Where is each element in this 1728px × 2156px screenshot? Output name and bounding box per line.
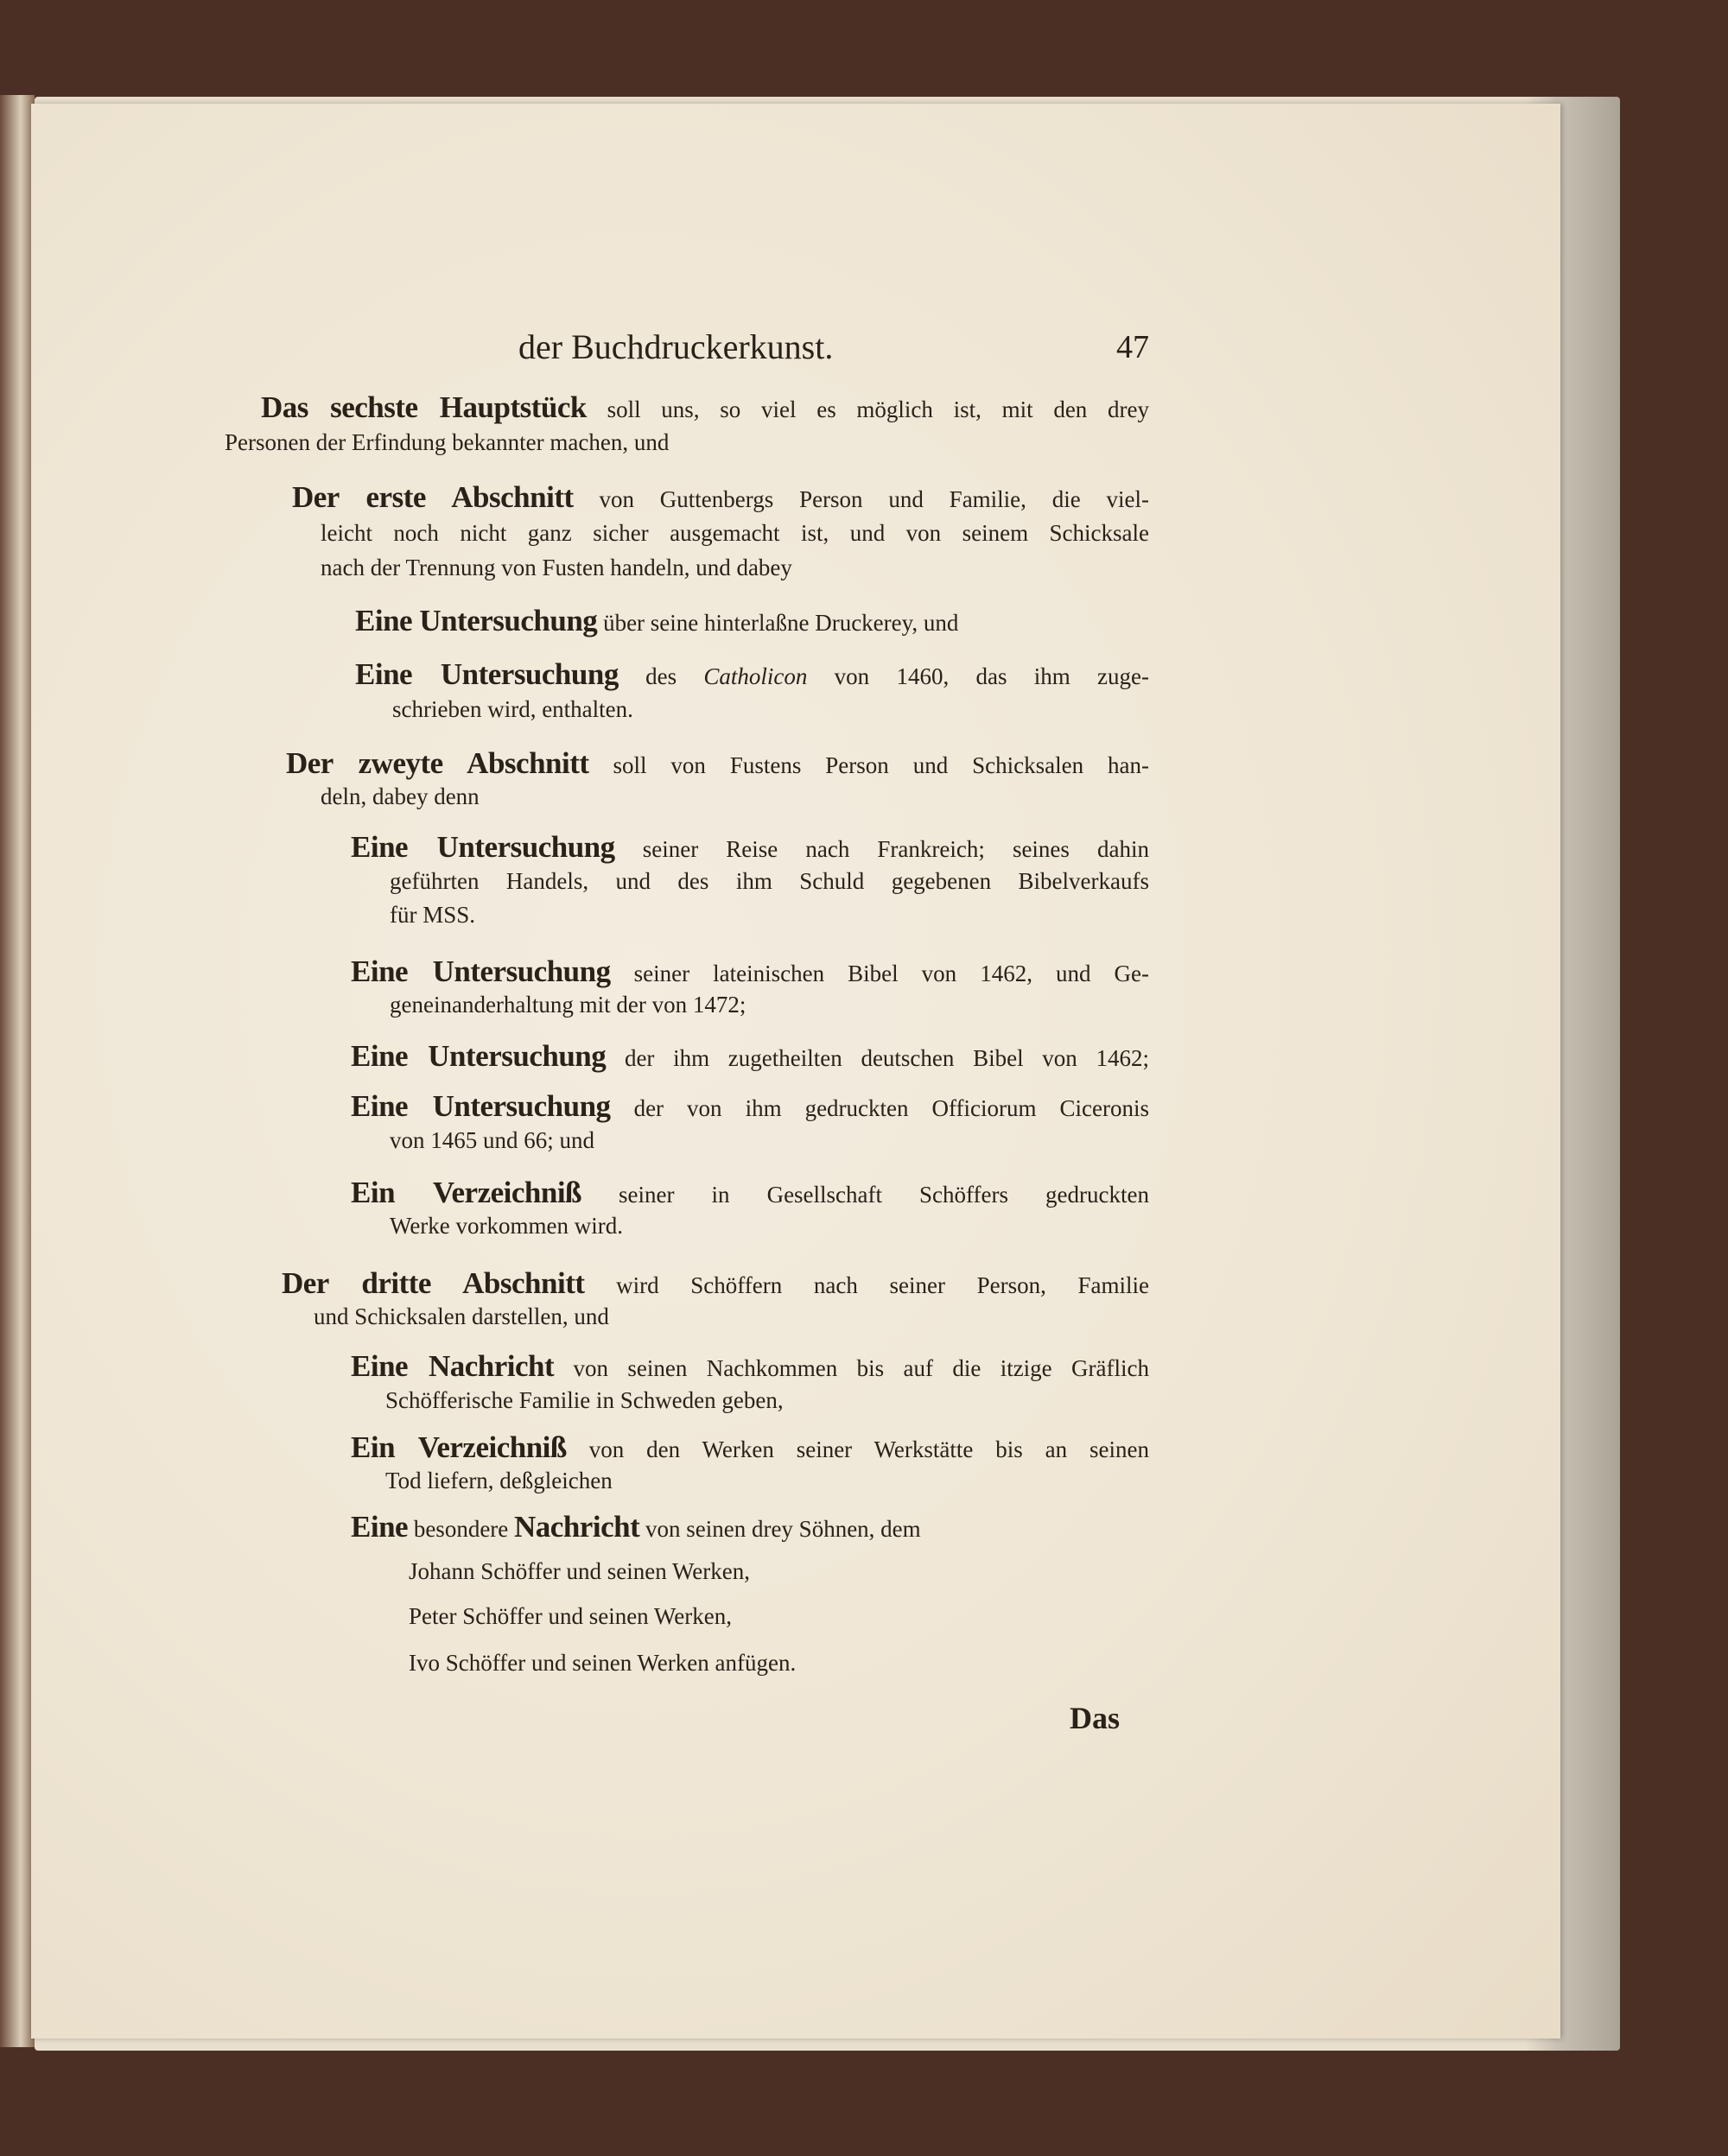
text-line <box>390 987 1149 1022</box>
text-line <box>282 1266 1149 1303</box>
text-segment: von den Werken seiner Werkstätte bis an seinen <box>566 1436 1149 1462</box>
text-segment: Catholicon <box>703 663 808 689</box>
heading-phrase: Eine Untersuchung <box>351 1039 607 1073</box>
text-segment: Werke vorkommen wird. <box>390 1213 623 1239</box>
heading-phrase: Der erste Abschnitt <box>292 480 574 514</box>
text-line <box>351 1176 1149 1212</box>
heading-phrase: Ein Verzeichniß <box>351 1430 567 1464</box>
text-segment: geneinanderhaltung mit der von 1472; <box>390 992 746 1018</box>
heading-phrase: Nachricht <box>514 1510 640 1544</box>
text-segment: von seinen drey Söhnen, dem <box>639 1516 921 1542</box>
text-segment: für MSS. <box>390 902 476 928</box>
text-segment: geführten Handels, und des ihm Schuld gegebenen Bibelverkaufs <box>390 868 1149 894</box>
heading-phrase: Eine Nachricht <box>351 1349 555 1383</box>
text-line <box>409 1646 1149 1680</box>
text-line <box>261 390 1149 427</box>
text-segment: Peter Schöffer und seinen Werken, <box>409 1603 732 1629</box>
text-line <box>292 480 1149 517</box>
text-line <box>385 1383 1149 1417</box>
text-segment: deln, dabey denn <box>321 783 480 809</box>
text-line <box>321 550 1149 585</box>
text-segment: wird Schöffern nach seiner Person, Familie <box>584 1272 1149 1298</box>
text-segment: schrieben wird, enthalten. <box>392 696 633 722</box>
text-line <box>225 425 1149 460</box>
page-number: 47 <box>1116 329 1149 365</box>
text-segment: von 1460, das ihm zuge- <box>807 663 1150 689</box>
text-segment: von Guttenbergs Person und Familie, die viel- <box>573 486 1150 512</box>
text-line <box>390 1123 1149 1157</box>
heading-phrase: Der zweyte Abschnitt <box>286 746 589 780</box>
text-segment: der ihm zugetheilten deutschen Bibel von 1462; <box>606 1045 1149 1071</box>
heading-phrase: Der dritte Abschnitt <box>282 1266 585 1300</box>
running-head: der Buchdruckerkunst. <box>518 327 834 366</box>
text-line <box>321 779 1149 814</box>
text-segment: der von ihm gedruckten Officiorum Ciceronis <box>610 1095 1149 1121</box>
text-line <box>351 1430 1149 1467</box>
text-segment: Ivo Schöffer und seinen Werken anfügen. <box>409 1650 797 1676</box>
text-line <box>286 746 1149 783</box>
text-segment: Schöfferische Familie in Schweden geben, <box>385 1387 784 1413</box>
text-segment: Personen der Erfindung bekannter machen, und <box>225 429 670 455</box>
text-line <box>390 897 1149 932</box>
text-segment: seiner Reise nach Frankreich; seines dahin <box>614 836 1149 862</box>
text-segment: soll von Fustens Person und Schicksalen han- <box>588 752 1149 778</box>
adjacent-page-edge <box>0 95 35 2047</box>
heading-phrase: Eine <box>351 1510 409 1544</box>
text-line <box>351 954 1149 991</box>
text-line <box>351 830 1149 866</box>
text-segment: und Schicksalen darstellen, und <box>314 1303 609 1329</box>
text-segment: leicht noch nicht ganz sicher ausgemacht ist, und von seinem Schicksale <box>321 520 1149 546</box>
heading-phrase: Eine Untersuchung <box>355 657 619 691</box>
heading-phrase: Eine Untersuchung <box>351 1089 611 1123</box>
text-segment: seiner lateinischen Bibel von 1462, und Ge- <box>610 961 1149 986</box>
text-line <box>409 1554 1149 1588</box>
text-segment: von 1465 und 66; und <box>390 1127 595 1153</box>
text-line <box>355 657 1149 694</box>
catchword: Das <box>1070 1701 1121 1735</box>
text-line <box>351 1089 1149 1126</box>
heading-phrase: Eine Untersuchung <box>355 604 598 637</box>
text-line <box>392 692 1149 726</box>
text-line <box>314 1299 1149 1334</box>
text-line <box>355 604 1149 640</box>
text-segment: Tod liefern, deßgleichen <box>385 1468 613 1493</box>
text-segment: besondere <box>408 1516 515 1542</box>
heading-phrase: Ein Verzeichniß <box>351 1176 582 1209</box>
text-line <box>385 1463 1149 1498</box>
text-line <box>409 1599 1149 1633</box>
text-segment: seiner in Gesellschaft Schöffers gedruckten <box>581 1182 1149 1208</box>
text-line <box>321 516 1149 550</box>
heading-phrase: Das sechste Hauptstück <box>261 390 587 424</box>
text-line <box>351 1349 1149 1386</box>
text-segment: Johann Schöffer und seinen Werken, <box>409 1558 750 1584</box>
heading-phrase: Eine Untersuchung <box>351 830 615 864</box>
text-line <box>351 1510 1149 1546</box>
text-line <box>390 1208 1149 1243</box>
text-segment: von seinen Nachkommen bis auf die itzige Gräflich <box>554 1355 1149 1381</box>
text-line <box>390 864 1149 898</box>
text-segment: nach der Trennung von Fusten handeln, und dabey <box>321 555 792 580</box>
text-segment: des <box>618 663 704 689</box>
text-line <box>351 1039 1149 1075</box>
heading-phrase: Eine Untersuchung <box>351 954 611 988</box>
text-segment: soll uns, so viel es möglich ist, mit den drey <box>586 396 1149 422</box>
text-segment: über seine hinterlaßne Druckerey, und <box>597 610 959 636</box>
